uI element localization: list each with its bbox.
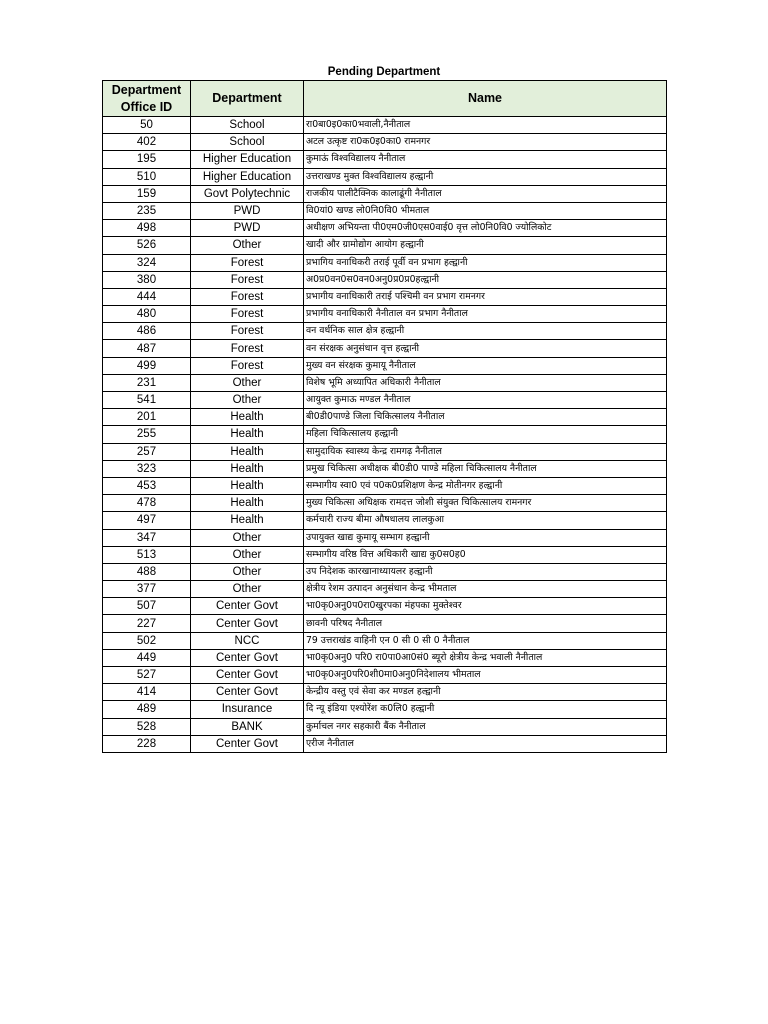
office-id-cell: 480 — [103, 306, 191, 323]
table-row — [103, 409, 667, 426]
table-row — [103, 220, 667, 237]
office-id-cell: 231 — [103, 374, 191, 391]
department-cell: Center Govt — [191, 667, 304, 684]
office-id-cell: 510 — [103, 168, 191, 185]
department-cell: Health — [191, 460, 304, 477]
table-row — [103, 392, 667, 409]
table-row — [103, 151, 667, 168]
table-row — [103, 168, 667, 185]
table-row — [103, 134, 667, 151]
department-cell: Other — [191, 529, 304, 546]
office-id-cell: 324 — [103, 254, 191, 271]
office-id-cell: 228 — [103, 735, 191, 752]
office-id-cell: 478 — [103, 495, 191, 512]
department-cell: Center Govt — [191, 649, 304, 666]
office-id-cell: 513 — [103, 546, 191, 563]
office-id-cell: 489 — [103, 701, 191, 718]
name-cell: उपायुक्त खाद्य कुमायू सम्भाग हल्द्वानी — [304, 529, 667, 546]
name-cell: उत्तराखण्ड मुक्त विश्वविद्यालय हल्द्वानी — [304, 168, 667, 185]
table-row — [103, 460, 667, 477]
table-row — [103, 667, 667, 684]
name-cell: सम्भागीय स्वा0 एवं प0क0प्रशिक्षण केन्द्र मोतीनगर हल्द्वानी — [304, 477, 667, 494]
table-row — [103, 632, 667, 649]
office-id-cell: 499 — [103, 357, 191, 374]
department-cell: Insurance — [191, 701, 304, 718]
page-title: Pending Department — [327, 66, 441, 78]
table-row — [103, 426, 667, 443]
office-id-cell: 50 — [103, 117, 191, 134]
department-cell: Govt Polytechnic — [191, 185, 304, 202]
name-cell: मुख्य चिकित्सा अधिक्षक रामदत्त जोशी संयुक्त चिकित्सालय रामनगर — [304, 495, 667, 512]
office-id-cell: 488 — [103, 563, 191, 580]
office-id-cell: 159 — [103, 185, 191, 202]
office-id-cell: 449 — [103, 649, 191, 666]
table-row — [103, 701, 667, 718]
table-row — [103, 357, 667, 374]
department-cell: Health — [191, 495, 304, 512]
name-cell: आयुक्त कुमाऊ मण्डल नैनीताल — [304, 392, 667, 409]
name-cell: वन संरक्षक अनुसंधान वृत्त हल्द्वानी — [304, 340, 667, 357]
name-cell: राजकीय पालीटैक्निक कालाढूंगी नैनीताल — [304, 185, 667, 202]
department-cell: NCC — [191, 632, 304, 649]
name-cell: अ0प्र0वन0स0वन0अनु0प्र0प्र0हल्द्वानी — [304, 271, 667, 288]
department-cell: Center Govt — [191, 684, 304, 701]
name-cell: 79 उत्तराखंड वाहिनी एन 0 सी 0 सी 0 नैनीताल — [304, 632, 667, 649]
office-id-cell: 347 — [103, 529, 191, 546]
office-id-cell: 527 — [103, 667, 191, 684]
column-header-office-id: Department Office ID — [103, 81, 191, 117]
table-row — [103, 718, 667, 735]
department-cell: Center Govt — [191, 735, 304, 752]
office-id-cell: 323 — [103, 460, 191, 477]
office-id-cell: 380 — [103, 271, 191, 288]
table-row — [103, 185, 667, 202]
table-row — [103, 477, 667, 494]
department-cell: Forest — [191, 306, 304, 323]
table-row — [103, 615, 667, 632]
name-cell: वि0यां0 खण्ड लो0नि0वि0 भीमताल — [304, 202, 667, 219]
department-cell: Forest — [191, 271, 304, 288]
table-row — [103, 323, 667, 340]
table-row — [103, 546, 667, 563]
department-cell: Health — [191, 409, 304, 426]
office-id-cell: 195 — [103, 151, 191, 168]
table-row — [103, 563, 667, 580]
name-cell: अधीक्षण अभियन्ता पी0एम0जी0एस0वाई0 वृत्त लो0नि0वि0 ज्योलिकोट — [304, 220, 667, 237]
name-cell: भा0कृ0अनु0 परि0 रा0पा0आ0सं0 ब्यूरो क्षेत्रीय केन्द्र भवाली नैनीताल — [304, 649, 667, 666]
department-cell: Center Govt — [191, 615, 304, 632]
office-id-cell: 235 — [103, 202, 191, 219]
office-id-cell: 487 — [103, 340, 191, 357]
office-id-cell: 257 — [103, 443, 191, 460]
office-id-cell: 528 — [103, 718, 191, 735]
name-cell: विशेष भूमि अध्यापित अधिकारी नैनीताल — [304, 374, 667, 391]
name-cell: भा0कृ0अनु0परि0शी0मा0अनु0निदेशालय भीमताल — [304, 667, 667, 684]
department-cell: Forest — [191, 288, 304, 305]
office-id-cell: 227 — [103, 615, 191, 632]
name-cell: वन वर्धनिक साल क्षेत्र हल्द्वानी — [304, 323, 667, 340]
table-row — [103, 735, 667, 752]
department-cell: Other — [191, 581, 304, 598]
name-cell: दि न्यू इंडिया एश्योरेंश क0लि0 हल्द्वानी — [304, 701, 667, 718]
table-row — [103, 495, 667, 512]
department-cell: PWD — [191, 202, 304, 219]
name-cell: बी0डी0पाण्डे जिला चिकित्सालय नैनीताल — [304, 409, 667, 426]
department-cell: School — [191, 117, 304, 134]
department-cell: Higher Education — [191, 151, 304, 168]
name-cell: कर्मचारी राज्य बीमा औषधालय लालकुआ — [304, 512, 667, 529]
office-id-cell: 444 — [103, 288, 191, 305]
department-cell: Health — [191, 512, 304, 529]
name-cell: भा0कृ0अनु0प0रा0खुरपका मंहपका मुक्तेश्वर — [304, 598, 667, 615]
name-cell: क्षेत्रीय रेशम उत्पादन अनुसंधान केन्द्र भीमताल — [304, 581, 667, 598]
department-cell: Other — [191, 546, 304, 563]
header-row — [103, 81, 667, 117]
department-cell: School — [191, 134, 304, 151]
name-cell: केन्द्रीय वस्तु एवं सेवा कर मण्डल हल्द्वानी — [304, 684, 667, 701]
name-cell: प्रभागीय वनाधिकारी नैनीताल वन प्रभाग नैनीताल — [304, 306, 667, 323]
name-cell: एरीज नैनीताल — [304, 735, 667, 752]
office-id-cell: 414 — [103, 684, 191, 701]
office-id-cell: 453 — [103, 477, 191, 494]
department-cell: Forest — [191, 254, 304, 271]
department-cell: Forest — [191, 340, 304, 357]
department-cell: Other — [191, 392, 304, 409]
name-cell: महिला चिकित्सालय हल्द्वानी — [304, 426, 667, 443]
name-cell: छावनी परिषद नैनीताल — [304, 615, 667, 632]
table-row — [103, 529, 667, 546]
office-id-cell: 498 — [103, 220, 191, 237]
office-id-cell: 402 — [103, 134, 191, 151]
department-cell: BANK — [191, 718, 304, 735]
name-cell: मुख्य वन संरक्षक कुमायू नैनीताल — [304, 357, 667, 374]
pending-department-table — [102, 80, 667, 753]
department-cell: Higher Education — [191, 168, 304, 185]
department-cell: Other — [191, 237, 304, 254]
name-cell: कुर्माचल नगर सहकारी बैंक नैनीताल — [304, 718, 667, 735]
table-row — [103, 649, 667, 666]
table-row — [103, 598, 667, 615]
office-id-cell: 502 — [103, 632, 191, 649]
department-cell: Forest — [191, 323, 304, 340]
department-cell: Health — [191, 443, 304, 460]
table-row — [103, 684, 667, 701]
column-header-name: Name — [304, 81, 667, 117]
name-cell: उप निदेशक कारखानाध्यायलर हल्द्वानी — [304, 563, 667, 580]
office-id-cell: 497 — [103, 512, 191, 529]
department-cell: Other — [191, 563, 304, 580]
table-row — [103, 202, 667, 219]
office-id-cell: 377 — [103, 581, 191, 598]
department-cell: PWD — [191, 220, 304, 237]
department-cell: Center Govt — [191, 598, 304, 615]
table-row — [103, 237, 667, 254]
name-cell: कुमाऊं विश्वविद्यालय नैनीताल — [304, 151, 667, 168]
name-cell: प्रमुख चिकित्सा अधीक्षक बी0डी0 पाण्डे महिला चिकित्सालय नैनीताल — [304, 460, 667, 477]
name-cell: रा0बा0इ0का0भवाली,नैनीताल — [304, 117, 667, 134]
table-body — [103, 117, 667, 753]
name-cell: सम्भागीय वरिष्ठ वित्त अधिकारी खाद्य कु0स0ह0 — [304, 546, 667, 563]
table-row — [103, 271, 667, 288]
table-row — [103, 288, 667, 305]
table-row — [103, 581, 667, 598]
table-row — [103, 117, 667, 134]
table-row — [103, 443, 667, 460]
department-cell: Health — [191, 426, 304, 443]
office-id-cell: 541 — [103, 392, 191, 409]
column-header-department: Department — [191, 81, 304, 117]
table-row — [103, 374, 667, 391]
name-cell: सामुदायिक स्वास्थ्य केन्द्र रामगढ़ नैनीताल — [304, 443, 667, 460]
office-id-cell: 201 — [103, 409, 191, 426]
table-row — [103, 512, 667, 529]
name-cell: अटल उत्कृष्ट रा0क0इ0का0 रामनगर — [304, 134, 667, 151]
department-cell: Forest — [191, 357, 304, 374]
department-cell: Health — [191, 477, 304, 494]
office-id-cell: 507 — [103, 598, 191, 615]
office-id-cell: 526 — [103, 237, 191, 254]
office-id-cell: 255 — [103, 426, 191, 443]
office-id-cell: 486 — [103, 323, 191, 340]
name-cell: प्रभागिय वनाधिकरी तराई पूर्वी वन प्रभाग हल्द्वानी — [304, 254, 667, 271]
name-cell: प्रभागीय वनाधिकारी तराई पश्चिमी वन प्रभाग रामनगर — [304, 288, 667, 305]
table-row — [103, 254, 667, 271]
table-row — [103, 340, 667, 357]
department-cell: Other — [191, 374, 304, 391]
table-row — [103, 306, 667, 323]
name-cell: खादी और ग्रामोद्योग आयोग हल्द्वानी — [304, 237, 667, 254]
